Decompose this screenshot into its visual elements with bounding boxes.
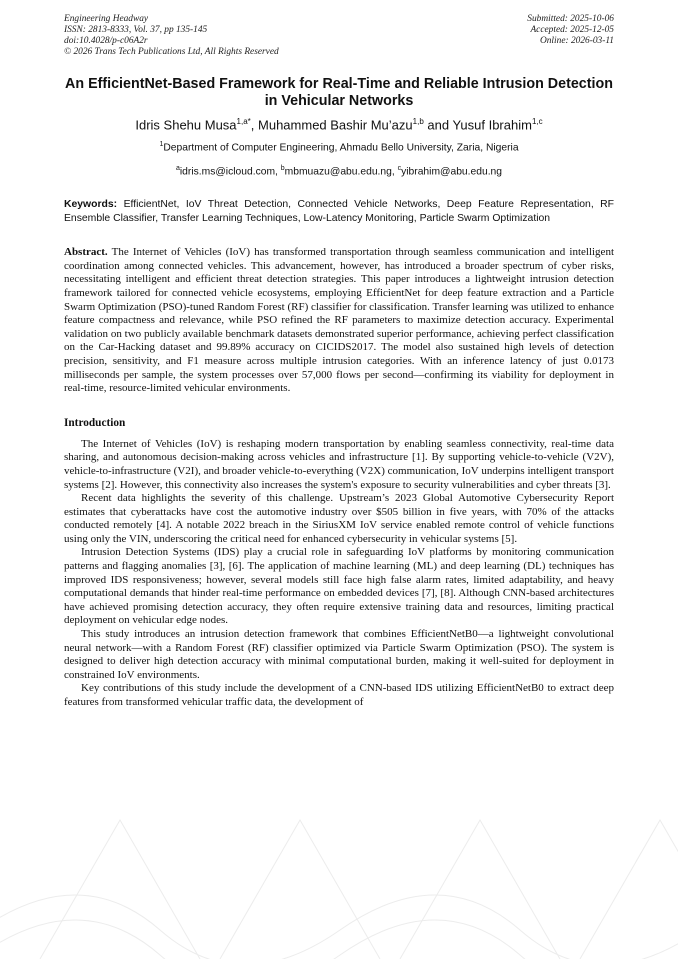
abstract-section [64,246,614,396]
submitted-date: Submitted: 2025-10-06 [527,14,614,24]
author-name: Muhammed Bashir Mu’azu [258,116,413,132]
journal-info [64,14,279,58]
paragraph: The Internet of Vehicles (IoV) is reshaping modern transportation by enabling seamless connectivity, real-time data sharing, and autonomous decision-making across vehicles and infrastructure [1]. By supporting vehicle-to-vehicle (V2V), vehicle-to-infrastructure (V2I), and broader vehicle-to-everything (V2X) communication, IoV underpins intelligent transport systems [2]. However, this connectivity also increases the system's exposure to security vulnerabilities and cyber threats [3]. [64,437,614,491]
keywords-label: Keywords: [64,198,118,210]
author-affiliation-marker: 1,a* [236,116,251,126]
abstract-label: Abstract. [64,246,108,259]
paragraph: Key contributions of this study include the development of a CNN-based IDS utilizing EfficientNetB0 to extract deep features from transformed vehicular traffic data, the development of [64,682,614,709]
email-separator: , [391,166,398,178]
journal-issn: ISSN: 2813-8333, Vol. 37, pp 135-145 [64,24,208,35]
paragraph: Recent data highlights the severity of this challenge. Upstream’s 2023 Global Automotive Cybersecurity Report estimates that cyberattacks have cost the automotive industry over $505 billion in five years, with 70% of the attacks conducted remotely [4]. A notable 2022 breach in the SiriusXM IoV service enabled remote control of vehicle functions using only the VIN, underscoring the critical need for enhanced cybersecurity in vehicular systems [5]. [64,492,614,545]
journal-header [64,14,614,58]
keywords-text: EfficientNet, IoV Threat Detection, Connected Vehicle Networks, Deep Feature Representation, RF Ensemble Classifier, Transfer Learning Techniques, Low-Latency Monitoring, Particle Swarm Optimization [64,198,615,224]
author-affiliation-marker: 1,c [531,116,543,126]
paragraph: This study introduces an intrusion detection framework that combines EfficientNetB0—a lightweight convolutional neural network—with a Random Forest (RF) classifier optimized via Particle Swarm Optimization (PSO). The system is designed to deliver high detection accuracy with minimal computational burden, making it well-suited for deployment in constrained IoV environments. [64,628,614,681]
online-date: Online: 2026-03-11 [539,35,614,46]
email-address: idris.ms@icloud.com [179,166,276,178]
author-affiliation-marker: 1,b [412,116,424,126]
paragraph: Intrusion Detection Systems (IDS) play a crucial role in safeguarding IoV platforms by monitoring communication patterns and flagging anomalies [3], [6]. The application of machine learning (ML) and deep learning (DL) techniques has improved IDS responsiveness; however, several models still face high false alarm rates, limited adaptability, and heavy computational demands that hinder real-time performance on embedded devices [7], [8]. Although CNN-based architectures have achieved promising detection accuracy, they often require extensive training data and resources, limiting practical deployment on vehicular edge nodes. [64,546,614,627]
email-separator: , [275,166,281,178]
introduction-body [64,438,614,710]
author-separator: , [250,116,259,132]
paper-title: An EfficientNet-Based Framework for Real-Time and Reliable Intrusion Detection in Vehicular Networks [65,75,613,109]
author-list [64,114,614,133]
journal-name: Engineering Headway [64,14,149,24]
journal-copyright: © 2026 Trans Tech Publications Ltd, All Rights Reserved [64,46,279,57]
author-separator: and [423,116,453,132]
affiliation-marker: 1 [159,140,164,148]
accepted-date: Accepted: 2025-12-05 [530,24,614,35]
author-emails [64,162,614,178]
affiliation-text: Department of Computer Engineering, Ahmadu Bello University, Zaria, Nigeria [163,142,519,154]
abstract-text: The Internet of Vehicles (IoV) has transformed transportation through seamless communication and intelligent coordination among connected vehicles. This advancement, however, has introduced a broader spectrum of cyber risks, necessitating intelligent and efficient threat detection strategies. This paper introduces a lightweight intrusion detection framework tailored for connected vehicle ecosystems, employing EfficientNet for deep feature extraction and a Particle Swarm Optimization (PSO)-tuned Random Forest (RF) classifier for classification. Transfer learning was utilized to enhance feature compactness and relevance, while PSO refined the RF parameters to maximize detection accuracy. Experimental validation on two publicly available benchmark datasets demonstrated superior performance, achieving perfect classification on the Car-Hacking dataset and 99.89% accuracy on CICIDS2017. The model also sustained high levels of detection precision, sensitivity, and F1 measure across multiple intrusion categories. With an inference latency of just 0.0173 milliseconds per sample, the system processes over 57,000 flows per second—confirming its viability for deployment in real-time, resource-limited vehicular environments. [64,246,614,395]
introduction-heading: Introduction [64,416,126,429]
keywords-section [64,198,614,225]
email-address: yibrahim@abu.edu.ng [401,166,503,178]
email-address: mbmuazu@abu.edu.ng [284,166,392,178]
author-name: Yusuf Ibrahim [452,116,532,132]
email-marker: a [175,165,180,173]
email-marker: b [280,165,285,173]
journal-doi: doi:10.4028/p-c06A2r [64,35,148,46]
email-marker: c [397,165,402,173]
paper-page [64,14,614,710]
affiliation [64,138,614,154]
publication-dates [527,14,614,58]
author-name: Idris Shehu Musa [135,116,237,132]
